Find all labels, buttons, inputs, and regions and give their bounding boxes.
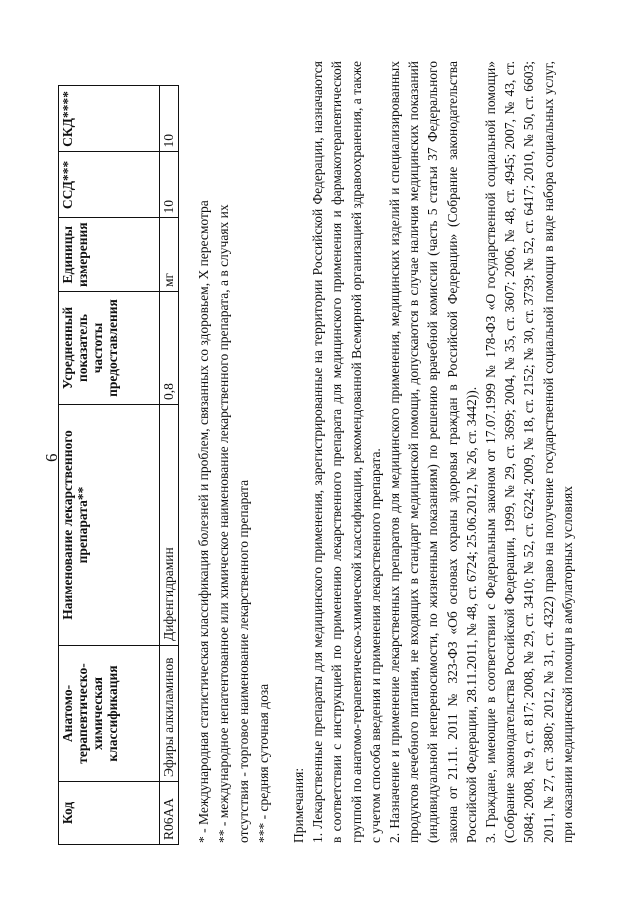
footnote-3: отсутствия - торговое наименование лекарственного препарата: [236, 479, 251, 843]
cell-atc-group: Эфиры алкиламинов: [160, 646, 179, 782]
note-item-2: 2. Назначение и применение лекарственных препаратов для медицинского применения, медицинских изделий и специализированных продуктов лечебного питания, не входящих в стандарт медицинской помощи, допускаются в случае наличия медицинских показаний (индивидуальной непереносимости, по жизненным показаниям) по решению врачебной комиссии (часть 5 статьи 37 Федерального закона от 21.11. 2011 № 323-ФЗ «Об основах охраны здоровья граждан в Российской Федерации» (Собрание законодательства Российской Федерации, 28.11.2011, № 48, ст. 6724; 25.06.2012, № 26, ст. 3442)).: [387, 61, 479, 843]
header-ssd: ССД***: [59, 152, 160, 218]
page-number: 6: [42, 453, 61, 462]
header-units: Единицы измерения: [59, 218, 160, 292]
cell-ssd: 10: [160, 152, 179, 218]
note-item-3: 3. Граждане, имеющие в соответствии с Федеральным законом от 17.07.1999 № 178-ФЗ «О государственной социальной помощи» (Собрание законодательства Российской Федерации, 1999, № 29, ст. 3699; 2004, № 35, ст. 3607; 2006, № 48, ст. 4945; 2007, № 43, ст. 5084; 2008, № 9, ст. 817; 2008, № 29, ст. 3410; № 52, ст. 6224; 2009, № 18, ст. 2152; № 30, ст. 3739; № 52, ст. 6417; 2010, № 50, ст. 6603; 2011, № 27, ст. 3880; 2012, № 31, ст. 4322) право на получение государственной социальной помощи в виде набора социальных услуг, при оказании медицинской помощи в амбулаторных условиях: [483, 61, 575, 843]
header-drug-name: Наименование лекарственного препарата**: [59, 405, 160, 646]
cell-units: мг: [160, 218, 179, 292]
drug-table: [58, 85, 179, 845]
header-code: Код: [59, 782, 160, 845]
table-row: [160, 86, 179, 845]
header-skd: СКД****: [59, 86, 160, 152]
cell-drug-name: Дифенгидрамин: [160, 405, 179, 646]
cell-frequency: 0,8: [160, 292, 179, 405]
header-frequency: Усредненный показатель частоты предоставления: [59, 292, 160, 405]
note-item-1: 1. Лекарственные препараты для медицинского применения, зарегистрированные на территории Российской Федерации, назначаются в соответствии с инструкцией по применению лекарственного препарата для медицинского применения и фармакотерапевтической группой по анатомо-терапевтическо-химической классификации, рекомендованной Всемирной организацией здравоохранения, а также с учетом способа введения и применения лекарственного препарата.: [310, 61, 383, 843]
footnote-2: ** - международное непатентованное или химическое наименование лекарственного препарата, а в случаях их: [216, 204, 231, 843]
notes-section: [289, 61, 577, 843]
notes-heading: Примечания:: [291, 767, 306, 843]
footnote-4: *** - средняя суточная доза: [256, 683, 271, 843]
cell-code: R06AA: [160, 782, 179, 845]
table-header-row: [59, 86, 160, 845]
footnote-1: * - Международная статистическая классификация болезней и проблем, связанных со здоровьем, X пересмотра: [196, 200, 211, 843]
header-atc: Анатомо-терапевтическо-химическая классификация: [59, 646, 160, 782]
cell-skd: 10: [160, 86, 179, 152]
